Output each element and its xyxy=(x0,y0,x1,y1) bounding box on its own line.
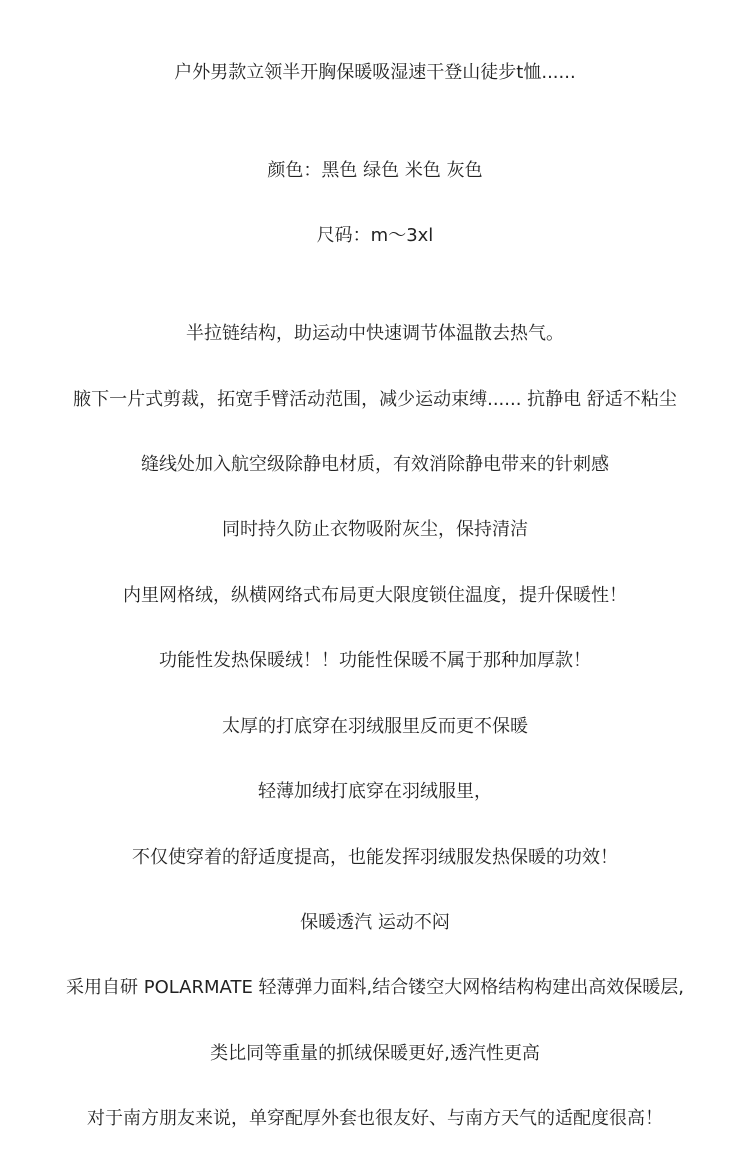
size-range: 尺码：m～3xl xyxy=(316,225,434,246)
feature-antistatic-seam: 缝线处加入航空级除静电材质，有效消除静电带来的针刺感 xyxy=(141,454,609,475)
feature-polarmate: 采用自研 POLARMATE 轻薄弹力面料,结合镂空大网格结构构建出高效保暖层, xyxy=(66,977,684,998)
feature-comfort: 不仅使穿着的舒适度提高，也能发挥羽绒服发热保暖的功效！ xyxy=(132,847,618,868)
feature-dust-proof: 同时持久防止衣物吸附灰尘，保持清洁 xyxy=(222,519,528,540)
feature-light-fleece: 轻薄加绒打底穿在羽绒服里， xyxy=(258,781,492,802)
feature-zipper: 半拉链结构，助运动中快速调节体温散去热气。 xyxy=(186,323,564,344)
feature-grid-fleece: 内里网格绒，纵横网络式布局更大限度锁住温度，提升保暖性！ xyxy=(123,585,627,606)
feature-cut-antistatic: 腋下一片式剪裁，拓宽手臂活动范围，减少运动束缚...... 抗静电 舒适不粘尘 xyxy=(73,389,677,410)
feature-breathable: 保暖透汽 运动不闷 xyxy=(300,912,450,933)
feature-thermal: 功能性发热保暖绒！！功能性保暖不属于那种加厚款！ xyxy=(159,650,591,671)
feature-south: 对于南方朋友来说，单穿配厚外套也很友好、与南方天气的适配度很高！ xyxy=(87,1108,663,1129)
product-title: 户外男款立领半开胸保暖吸湿速干登山徒步t恤...... xyxy=(174,62,576,83)
feature-compare: 类比同等重量的抓绒保暖更好,透汽性更高 xyxy=(210,1043,540,1064)
feature-thickness-note: 太厚的打底穿在羽绒服里反而更不保暖 xyxy=(222,716,528,737)
color-options: 颜色：黑色 绿色 米色 灰色 xyxy=(267,160,483,181)
